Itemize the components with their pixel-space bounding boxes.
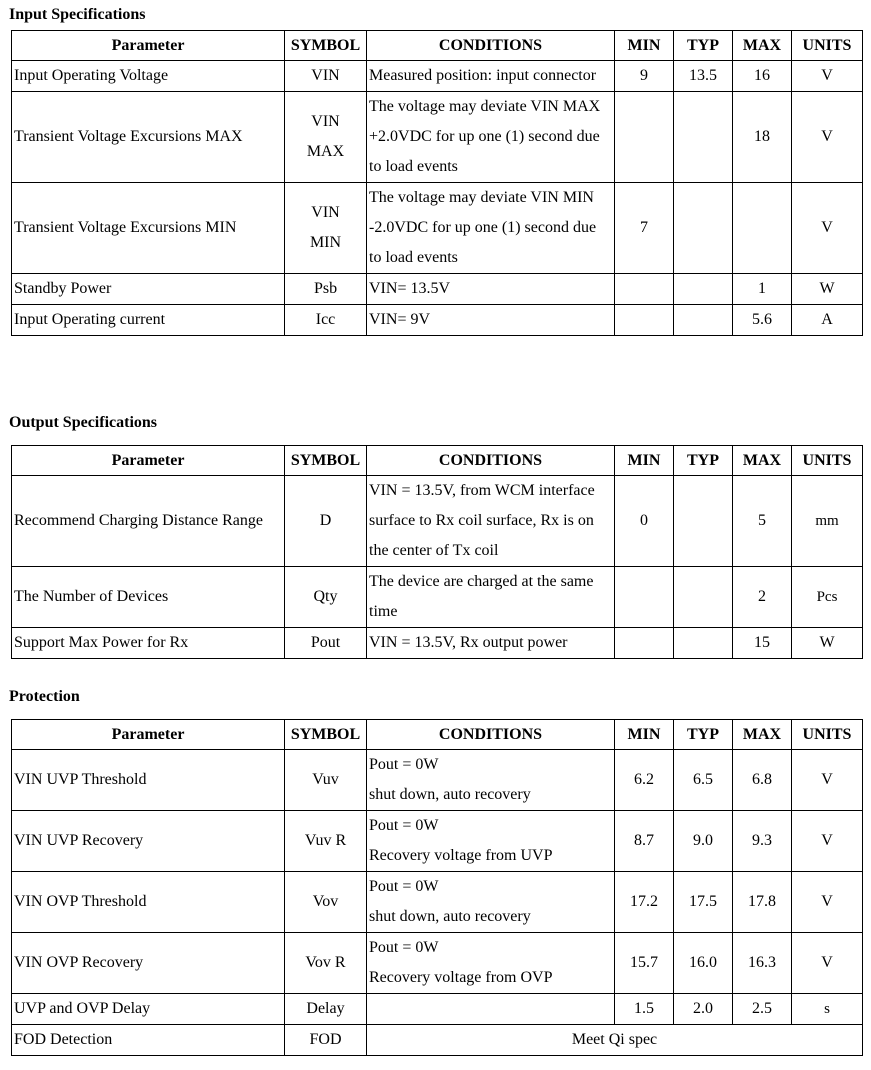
table-row (12, 811, 863, 872)
param-cell: FOD Detection (12, 1025, 285, 1056)
symbol-cell (285, 567, 367, 628)
units-cell: s (792, 994, 863, 1025)
protection-table (11, 719, 863, 1056)
min-cell (615, 274, 674, 305)
typ-cell: 13.5 (674, 61, 733, 92)
conditions-line: VIN = 13.5V, from WCM interface (369, 482, 595, 499)
col-header-units: UNITS (792, 446, 863, 476)
min-cell (615, 567, 674, 628)
symbol-cell (285, 994, 367, 1025)
symbol-line: VIN (311, 113, 340, 130)
conditions-line: time (369, 603, 398, 620)
typ-cell (674, 628, 733, 659)
col-header-symbol: SYMBOL (285, 720, 367, 750)
max-cell: 6.8 (733, 750, 792, 811)
conditions-line: Pout = 0W (369, 939, 439, 956)
min-cell: 15.7 (615, 933, 674, 994)
symbol-cell (285, 872, 367, 933)
conditions-line: Measured position: input connector (369, 67, 597, 84)
output-specs-table (11, 445, 863, 659)
min-cell: 1.5 (615, 994, 674, 1025)
symbol-cell (285, 811, 367, 872)
conditions-cell (367, 274, 615, 305)
input-specs-table (11, 30, 863, 336)
symbol-cell (285, 274, 367, 305)
output-specs-title: Output Specifications (9, 414, 158, 431)
typ-cell: 9.0 (674, 811, 733, 872)
symbol-cell (285, 933, 367, 994)
max-cell: 2.5 (733, 994, 792, 1025)
param-cell: VIN OVP Threshold (12, 872, 285, 933)
max-cell: 17.8 (733, 872, 792, 933)
units-cell: W (792, 274, 863, 305)
param-cell: VIN UVP Threshold (12, 750, 285, 811)
col-header-parameter: Parameter (12, 31, 285, 61)
table-row (12, 92, 863, 183)
table-row (12, 628, 863, 659)
symbol-cell (285, 750, 367, 811)
conditions-line: VIN = 13.5V, Rx output power (369, 634, 568, 651)
typ-cell (674, 476, 733, 567)
conditions-cell (367, 750, 615, 811)
symbol-cell (285, 183, 367, 274)
typ-cell (674, 92, 733, 183)
param-cell: Input Operating current (12, 305, 285, 336)
conditions-line: The voltage may deviate VIN MAX (369, 98, 601, 115)
conditions-line: shut down, auto recovery (369, 786, 531, 803)
max-cell: 16 (733, 61, 792, 92)
units-cell: A (792, 305, 863, 336)
col-header-units: UNITS (792, 720, 863, 750)
units-cell: V (792, 183, 863, 274)
conditions-cell (367, 476, 615, 567)
param-cell: Input Operating Voltage (12, 61, 285, 92)
symbol-line: VIN (311, 67, 340, 84)
units-cell: W (792, 628, 863, 659)
min-cell: 17.2 (615, 872, 674, 933)
table-row (12, 567, 863, 628)
param-cell: Support Max Power for Rx (12, 628, 285, 659)
max-cell: 5.6 (733, 305, 792, 336)
table-header-row (12, 31, 863, 61)
symbol-cell (285, 92, 367, 183)
conditions-line: The device are charged at the same (369, 573, 594, 590)
conditions-cell (367, 628, 615, 659)
min-cell (615, 92, 674, 183)
min-cell: 8.7 (615, 811, 674, 872)
conditions-line: surface to Rx coil surface, Rx is on (369, 512, 594, 529)
param-cell: VIN OVP Recovery (12, 933, 285, 994)
typ-cell (674, 274, 733, 305)
col-header-max: MAX (733, 720, 792, 750)
conditions-line: shut down, auto recovery (369, 908, 531, 925)
col-header-min: MIN (615, 720, 674, 750)
col-header-symbol: SYMBOL (285, 446, 367, 476)
col-header-typ: TYP (674, 31, 733, 61)
col-header-max: MAX (733, 31, 792, 61)
table-header-row (12, 446, 863, 476)
symbol-line: Icc (315, 311, 336, 328)
conditions-cell: Meet Qi spec (367, 1025, 863, 1056)
conditions-line: Recovery voltage from UVP (369, 847, 553, 864)
min-cell (615, 628, 674, 659)
conditions-cell (367, 92, 615, 183)
typ-cell: 2.0 (674, 994, 733, 1025)
symbol-line: Pout (310, 634, 341, 651)
max-cell (733, 183, 792, 274)
param-cell: Transient Voltage Excursions MIN (12, 183, 285, 274)
col-header-min: MIN (615, 446, 674, 476)
units-cell: V (792, 92, 863, 183)
min-cell: 0 (615, 476, 674, 567)
min-cell: 7 (615, 183, 674, 274)
typ-cell (674, 305, 733, 336)
symbol-cell (285, 476, 367, 567)
units-cell: Pcs (792, 567, 863, 628)
conditions-line: Pout = 0W (369, 817, 439, 834)
units-cell: V (792, 811, 863, 872)
conditions-cell (367, 994, 615, 1025)
min-cell: 9 (615, 61, 674, 92)
table-row (12, 1025, 863, 1056)
table-row (12, 61, 863, 92)
conditions-line: Recovery voltage from OVP (369, 969, 553, 986)
table-row (12, 750, 863, 811)
conditions-line: to load events (369, 249, 458, 266)
table-row (12, 994, 863, 1025)
max-cell: 16.3 (733, 933, 792, 994)
col-header-units: UNITS (792, 31, 863, 61)
conditions-cell (367, 872, 615, 933)
min-cell: 6.2 (615, 750, 674, 811)
input-specs-title: Input Specifications (9, 6, 146, 23)
conditions-line: VIN= 13.5V (369, 280, 451, 297)
col-header-typ: TYP (674, 446, 733, 476)
max-cell: 18 (733, 92, 792, 183)
conditions-line: +2.0VDC for up one (1) second due (369, 128, 600, 145)
typ-cell: 17.5 (674, 872, 733, 933)
conditions-line: The voltage may deviate VIN MIN (369, 189, 594, 206)
col-header-parameter: Parameter (12, 720, 285, 750)
col-header-symbol: SYMBOL (285, 31, 367, 61)
conditions-cell (367, 61, 615, 92)
symbol-line: Qty (313, 588, 338, 605)
min-cell (615, 305, 674, 336)
units-cell: mm (792, 476, 863, 567)
param-cell: VIN UVP Recovery (12, 811, 285, 872)
symbol-cell (285, 628, 367, 659)
conditions-line: -2.0VDC for up one (1) second due (369, 219, 597, 236)
table-row (12, 305, 863, 336)
table-row (12, 872, 863, 933)
col-header-conditions: CONDITIONS (367, 446, 615, 476)
conditions-line: Pout = 0W (369, 878, 439, 895)
col-header-conditions: CONDITIONS (367, 31, 615, 61)
symbol-line: Vov R (305, 954, 346, 971)
max-cell: 1 (733, 274, 792, 305)
units-cell: V (792, 61, 863, 92)
max-cell: 2 (733, 567, 792, 628)
symbol-line: Vuv (312, 771, 339, 788)
conditions-cell (367, 305, 615, 336)
max-cell: 15 (733, 628, 792, 659)
symbol-line: MIN (309, 234, 342, 251)
param-cell: The Number of Devices (12, 567, 285, 628)
symbol-line: Psb (313, 280, 338, 297)
symbol-cell (285, 61, 367, 92)
conditions-line: VIN= 9V (369, 311, 431, 328)
col-header-min: MIN (615, 31, 674, 61)
units-cell: V (792, 750, 863, 811)
table-row (12, 933, 863, 994)
units-cell: V (792, 872, 863, 933)
col-header-max: MAX (733, 446, 792, 476)
conditions-cell (367, 183, 615, 274)
symbol-line: VIN (311, 204, 340, 221)
conditions-cell (367, 811, 615, 872)
param-cell: UVP and OVP Delay (12, 994, 285, 1025)
param-cell: Transient Voltage Excursions MAX (12, 92, 285, 183)
symbol-line: Vov (312, 893, 339, 910)
table-row (12, 274, 863, 305)
col-header-conditions: CONDITIONS (367, 720, 615, 750)
col-header-parameter: Parameter (12, 446, 285, 476)
units-cell: V (792, 933, 863, 994)
conditions-line: to load events (369, 158, 458, 175)
symbol-line: Vuv R (304, 832, 347, 849)
typ-cell (674, 183, 733, 274)
typ-cell (674, 567, 733, 628)
max-cell: 5 (733, 476, 792, 567)
table-row (12, 476, 863, 567)
symbol-cell: FOD (285, 1025, 367, 1056)
table-row (12, 183, 863, 274)
param-cell: Recommend Charging Distance Range (12, 476, 285, 567)
typ-cell: 6.5 (674, 750, 733, 811)
conditions-cell (367, 933, 615, 994)
symbol-line: D (319, 512, 332, 529)
symbol-cell (285, 305, 367, 336)
conditions-cell (367, 567, 615, 628)
table-header-row (12, 720, 863, 750)
symbol-line: Delay (306, 1000, 345, 1017)
conditions-line: the center of Tx coil (369, 542, 499, 559)
protection-title: Protection (9, 688, 80, 705)
max-cell: 9.3 (733, 811, 792, 872)
symbol-line: MAX (306, 143, 345, 160)
param-cell: Standby Power (12, 274, 285, 305)
typ-cell: 16.0 (674, 933, 733, 994)
col-header-typ: TYP (674, 720, 733, 750)
conditions-line: Pout = 0W (369, 756, 439, 773)
